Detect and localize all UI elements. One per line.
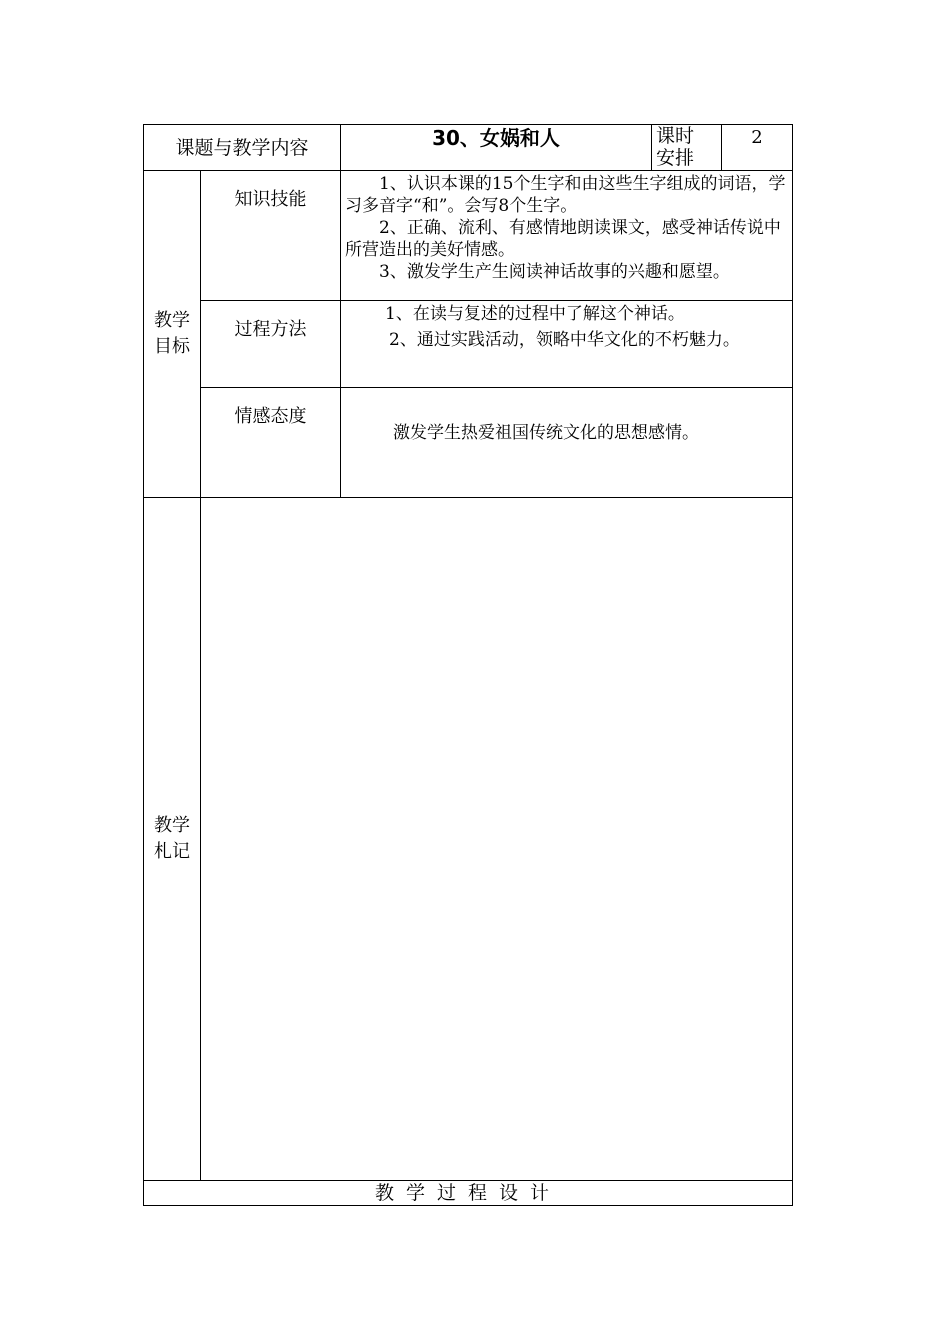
hours-label [652,125,722,171]
emotion-row [144,388,793,498]
notes-label-line2: 札记 [154,841,190,862]
notes-row [144,498,793,1181]
objectives-label-line2: 目标 [154,336,190,357]
process-label: 过程方法 [234,319,307,340]
knowledge-item-1: 1、认识本课的15个生字和由这些生字组成的词语，学习多音字“和”。会写8个生字。 [345,174,786,216]
emotion-text: 激发学生热爱祖国传统文化的思想感情。 [393,423,700,443]
lesson-plan-table [143,124,793,1206]
knowledge-item-2: 2、正确、流利、有感情地朗读课文，感受神话传说中所营造出的美好情感。 [345,218,781,260]
hours-label-line1: 课时 [656,125,695,147]
knowledge-content [341,171,793,301]
knowledge-row [144,171,793,301]
hours-value: 2 [751,127,763,148]
hours-value-cell [722,125,793,171]
hours-label-line2: 安排 [656,147,695,169]
process-row [144,301,793,388]
process-item-2: 2、通过实践活动，领略中华文化的不朽魅力。 [389,330,740,350]
process-design-heading-cell [144,1181,793,1206]
process-label-cell [201,301,341,388]
topic-label-text: 课题与教学内容 [175,136,309,159]
emotion-label-cell [201,388,341,498]
notes-area[interactable] [201,498,793,1181]
knowledge-item-3: 3、激发学生产生阅读神话故事的兴趣和愿望。 [379,262,730,282]
knowledge-label: 知识技能 [234,189,307,210]
lesson-title-cell [341,125,652,171]
notes-label-line1: 教学 [154,815,190,836]
header-row [144,125,793,171]
lesson-title: 30、女娲和人 [432,126,560,150]
process-design-heading: 教学过程设计 [375,1182,562,1204]
objectives-label [144,171,201,498]
notes-label [144,498,201,1181]
footer-row [144,1181,793,1206]
emotion-label: 情感态度 [234,406,307,427]
emotion-content [341,388,793,498]
process-item-1: 1、在读与复述的过程中了解这个神话。 [385,304,685,324]
process-content [341,301,793,388]
objectives-label-line1: 教学 [154,310,190,331]
knowledge-label-cell [201,171,341,301]
topic-label [144,125,341,171]
